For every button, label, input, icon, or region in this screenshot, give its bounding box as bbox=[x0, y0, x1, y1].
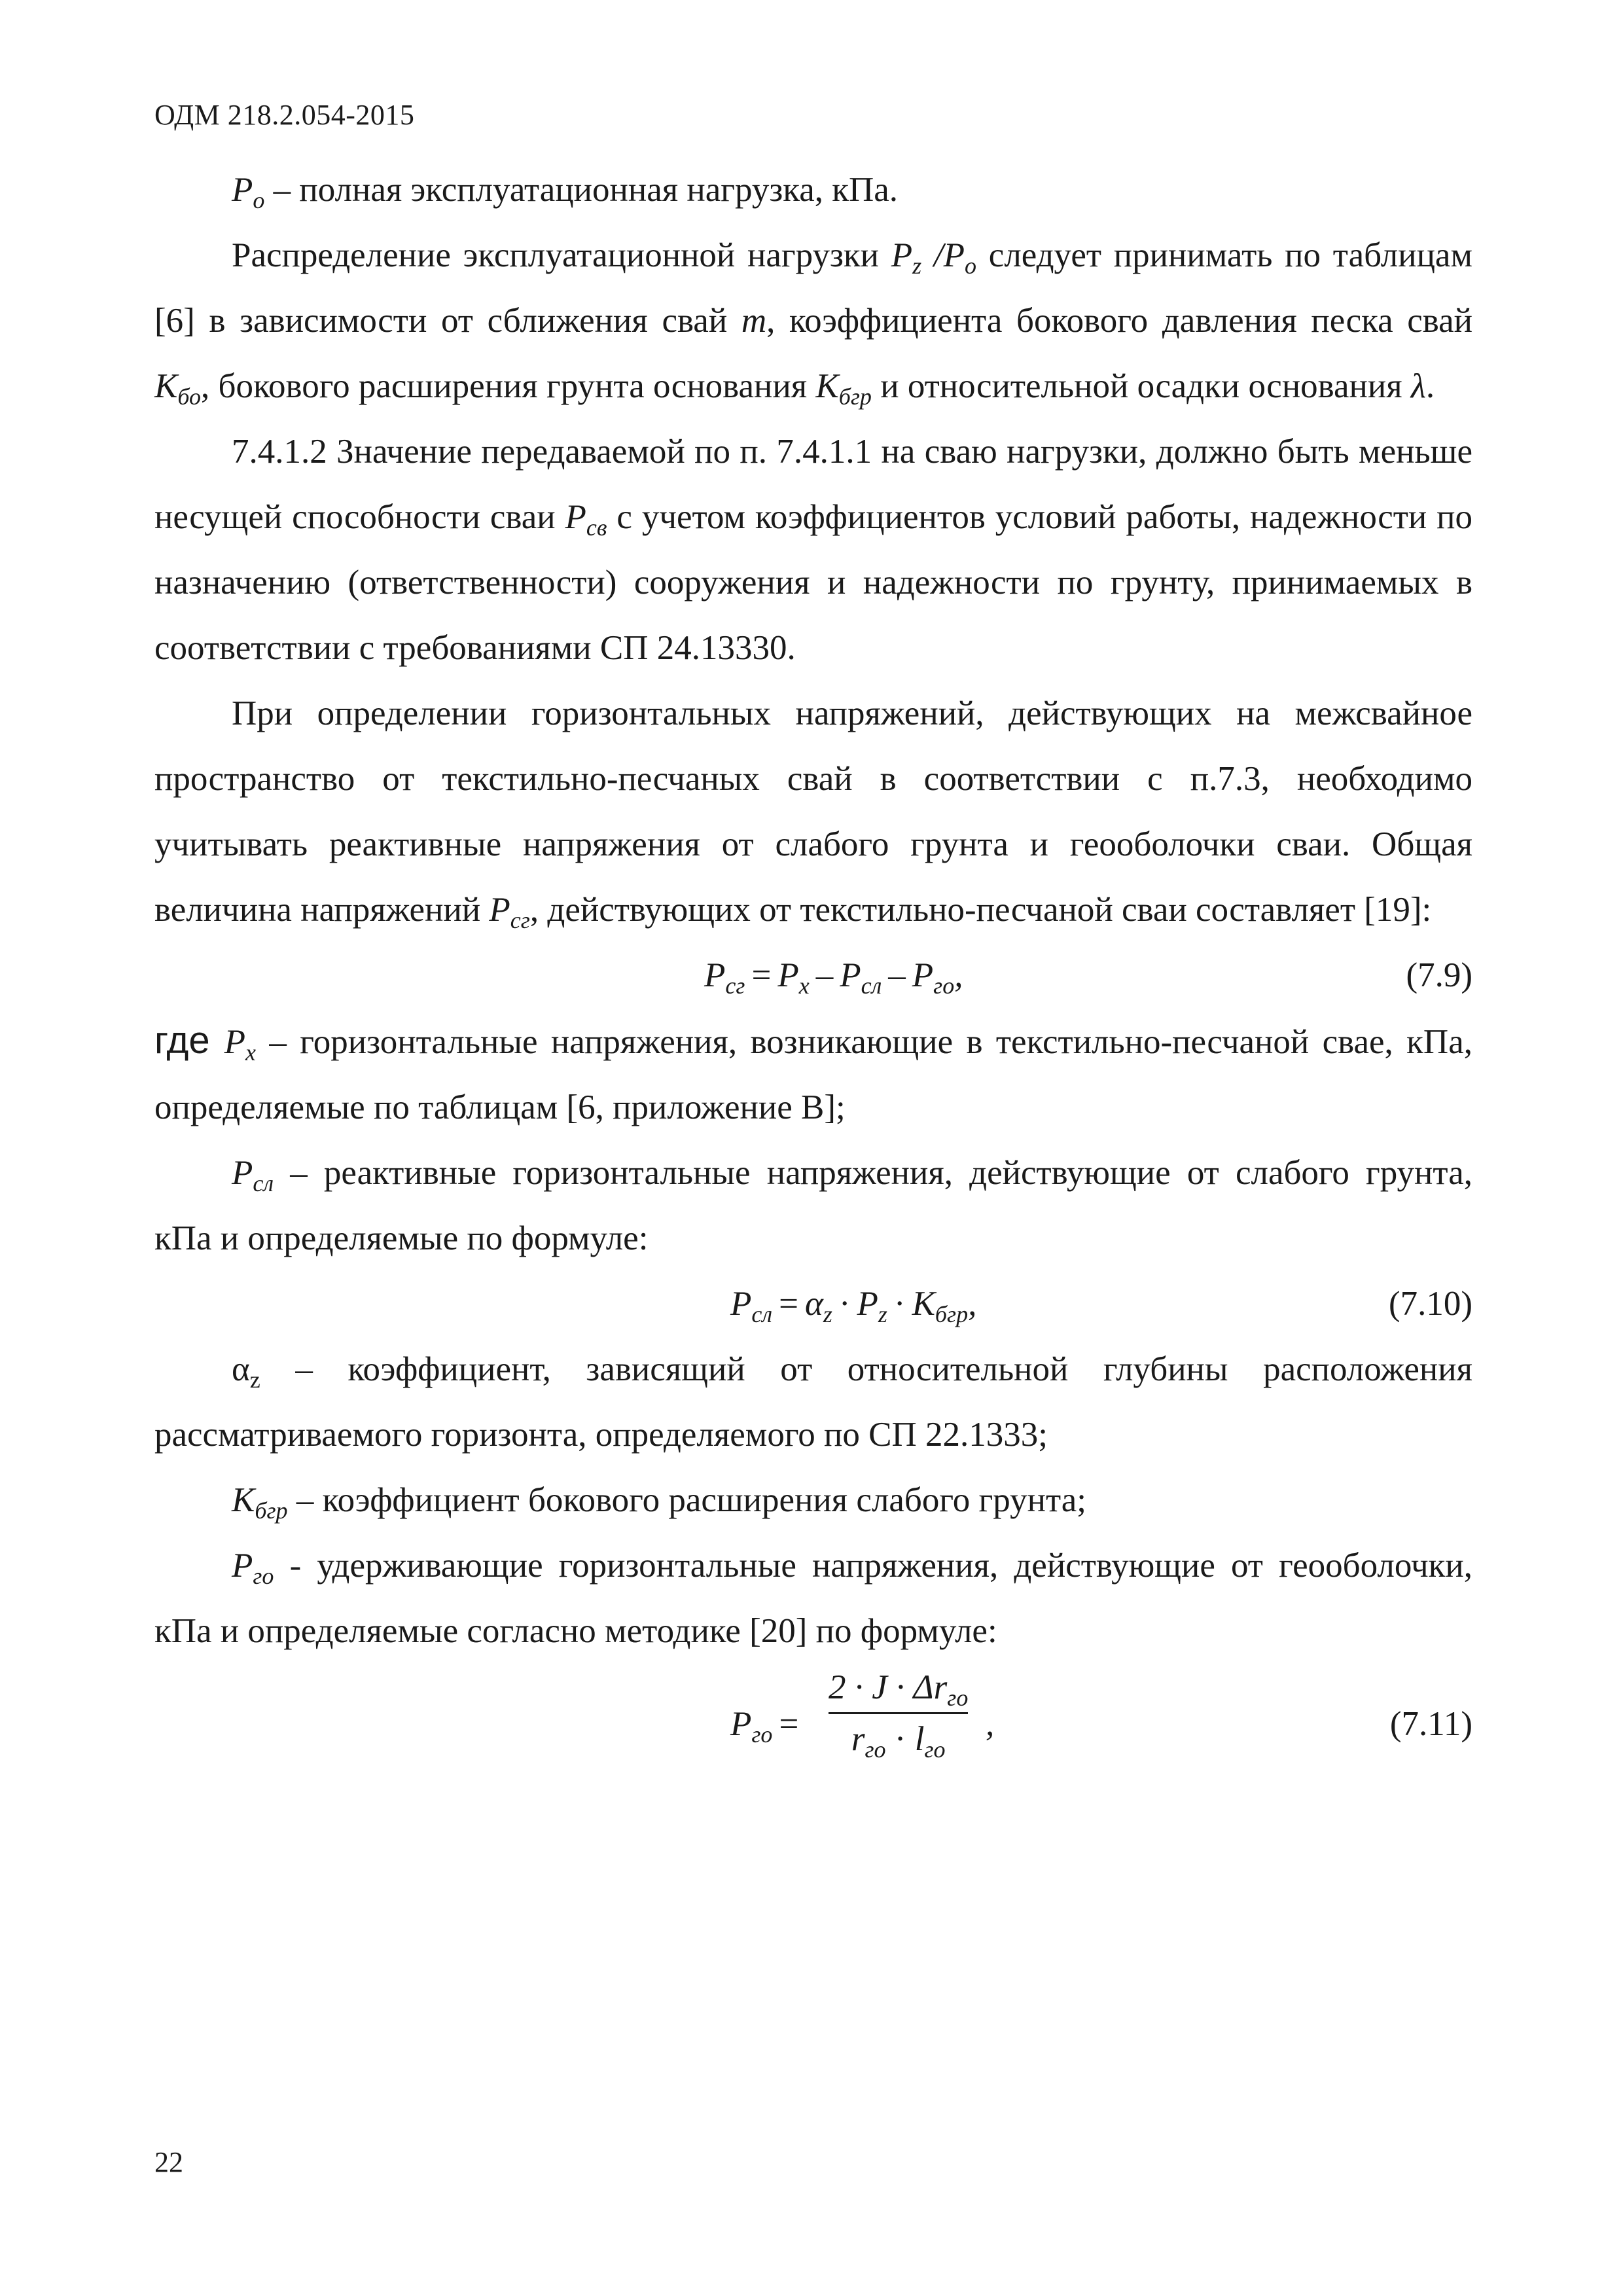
equation-7-11-lhs: $P_{го}$ = bbox=[730, 1705, 799, 1748]
paragraph-alpha-z-definition: $\alpha_z$ – коэффициент, зависящий от относительной глубины расположения рассматриваемого горизонта, определяемого по СП 22.1333; bbox=[154, 1350, 1472, 1454]
document-code: ОДМ 218.2.054-2015 bbox=[154, 99, 415, 131]
equation-7-11 bbox=[154, 1664, 1472, 1775]
equation-7-11-fraction bbox=[829, 1666, 969, 1763]
equation-7-9-body: $P_{сг} = P_x - P_{сл} - P_{го}$, bbox=[704, 956, 963, 999]
equation-number-7-11: (7.11) bbox=[1389, 1705, 1472, 1743]
paragraph-pgo-definition: $P_{го}$ - удерживающие горизонтальные напряжения, действующие от геооболочки, кПа и определяемые согласно методике [20] по формуле: bbox=[154, 1547, 1472, 1650]
paragraph-load-distribution: Распределение эксплуатационной нагрузки $P_z$ $/P_o$ следует принимать по таблицам [6] в зависимости от сближения свай m, коэффициента бокового давления песка свай $K_{бо}$, бокового расширения грунта основания $K_{бгр}$ и относительной осадки основания λ. bbox=[154, 236, 1472, 410]
equation-7-9 bbox=[154, 942, 1472, 1008]
paragraph-kbgr-definition: $K_{бгр}$ – коэффициент бокового расширения слабого грунта; bbox=[232, 1481, 1087, 1524]
paragraph-horizontal-stresses: При определении горизонтальных напряжений, действующих на межсвайное пространство от текстильно-песчаных свай в соответствии с п.7.3, необходимо учитывать реактивные напряжения от слабого грунта и геооболочки сваи. Общая величина напряжений $P_{сг}$, действующих от текстильно-песчаной сваи составляет [19]: bbox=[154, 694, 1472, 933]
fraction-numerator: $2 \cdot J \cdot \Delta r_{го}$ bbox=[829, 1668, 969, 1711]
body-text bbox=[154, 157, 1472, 1775]
paragraph-px-definition: где $P_x$ – горизонтальные напряжения, возникающие в текстильно-песчаной свае, кПа, определяемые по таблицам [6, приложение В]; bbox=[154, 1019, 1472, 1126]
equation-7-11-tail: , bbox=[986, 1705, 995, 1743]
equation-number-7-9: (7.9) bbox=[1406, 956, 1472, 994]
equation-7-10-body: $P_{сл} = \alpha_z \cdot P_z \cdot K_{бгр}$, bbox=[730, 1285, 977, 1327]
paragraph-7-4-1-2: 7.4.1.2 Значение передаваемой по п. 7.4.1.1 на сваю нагрузки, должно быть меньше несущей способности сваи $P_{св}$ с учетом коэффициентов условий работы, надежности по назначению (ответственности) сооружения и надежности по грунту, принимаемых в соответствии с требованиями СП 24.13330. bbox=[154, 433, 1472, 667]
paragraph-po-definition: $P_o$ – полная эксплуатационная нагрузка, кПа. bbox=[232, 171, 899, 213]
fraction-denominator: $r_{го} \cdot l_{го}$ bbox=[851, 1720, 946, 1763]
page-number: 22 bbox=[154, 2146, 183, 2178]
equation-number-7-10: (7.10) bbox=[1388, 1285, 1472, 1323]
equation-7-10 bbox=[154, 1271, 1472, 1336]
fraction-bar bbox=[829, 1712, 968, 1714]
paragraph-psl-definition: $P_{сл}$ – реактивные горизонтальные напряжения, действующие от слабого грунта, кПа и определяемые по формуле: bbox=[154, 1154, 1472, 1257]
